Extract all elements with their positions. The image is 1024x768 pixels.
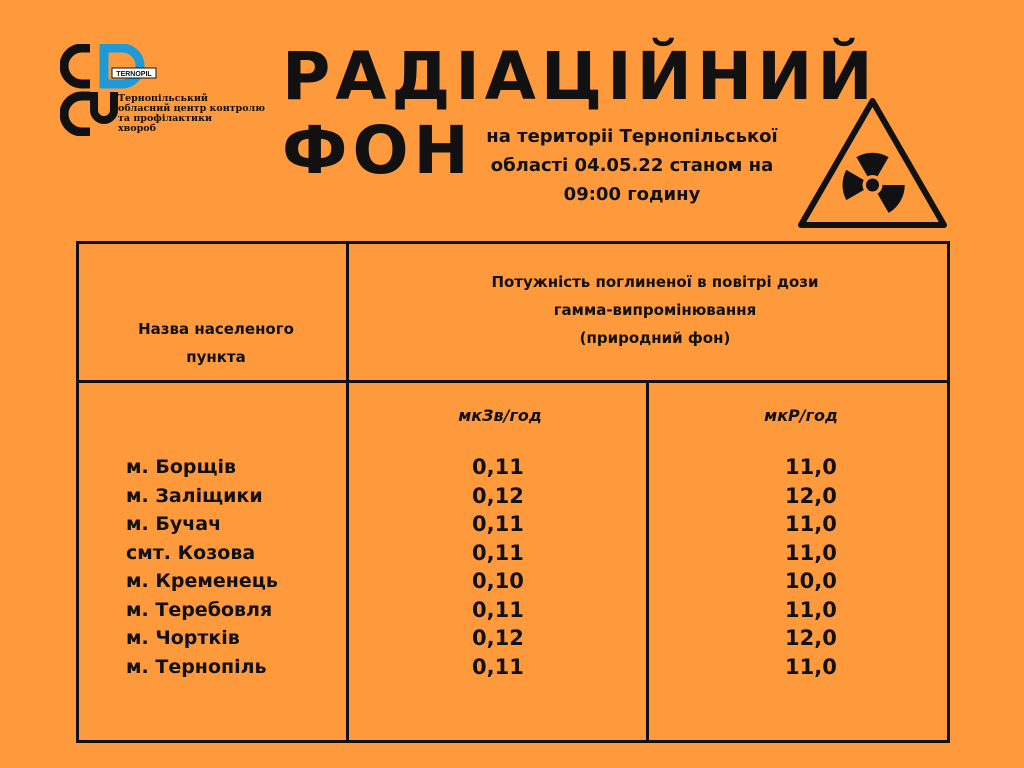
place-name: м. Чортків [126,627,240,649]
logo-text-line: Тернопільський [118,93,208,104]
header-dose-line: Потужність поглиненої в повітрі дози [491,273,819,291]
logo-text-line: та профілактики [118,113,213,124]
value-r: 11,0 [785,654,837,679]
table-border-right [947,241,950,743]
place-name: м. Тернопіль [126,655,267,678]
logo-badge: TERNOPIL [116,71,152,78]
value-sv: 0,11 [472,455,524,479]
microroentgen-column [785,453,837,681]
place-name: м. Заліщики [126,484,263,507]
value-sv: 0,11 [472,654,524,679]
table-header-rule [76,380,950,383]
value-r: 11,0 [785,512,837,536]
value-r: 12,0 [785,483,837,508]
header-place-line: Назва населеного [138,320,294,338]
value-sv: 0,12 [472,483,524,508]
value-sv: 0,11 [472,540,524,565]
microsievert-column [472,453,524,681]
value-r: 10,0 [785,569,837,593]
value-r: 11,0 [785,597,837,622]
logo-text [118,94,268,134]
subtitle [462,122,802,209]
subtitle-line: області 04.05.22 станом на [490,155,774,176]
header-dose-line: гамма-випромінювання [553,301,757,319]
unit-microroentgen: мкР/год [764,406,838,425]
table-border-bottom [76,740,950,743]
header-place-name [110,315,322,371]
unit-microsievert: мкЗв/год [458,406,542,425]
header-dose-line: (природний фон) [579,329,731,347]
header-dose-rate [445,268,865,352]
place-name: м. Теребовля [126,598,273,621]
header-place-line: пункта [186,348,246,366]
subtitle-line: на територіі Тернопільської [486,126,778,147]
places-column [126,453,278,681]
place-name: м. Борщів [126,456,237,478]
subtitle-line: 09:00 годину [563,184,701,205]
value-sv: 0,11 [472,512,524,536]
place-name: смт. Козова [126,541,256,564]
value-r: 11,0 [785,455,837,479]
table-divider-name [346,241,349,743]
logo-text-line: обласний центр контролю [118,103,265,114]
title-line-1: РАДІАЦІЙНИЙ [282,38,878,115]
value-sv: 0,10 [472,569,524,593]
radiation-hazard-icon [795,95,950,231]
value-sv: 0,12 [472,626,524,650]
place-name: м. Бучач [126,513,222,535]
value-r: 11,0 [785,540,837,565]
logo-text-line: хвороб [118,123,156,134]
table-divider-units [646,380,649,743]
table-border-top [76,241,950,244]
title-line-2: ФОН [282,112,474,189]
value-r: 12,0 [785,626,837,650]
value-sv: 0,11 [472,597,524,622]
table-border-left [76,241,79,743]
place-name: м. Кременець [126,570,278,592]
